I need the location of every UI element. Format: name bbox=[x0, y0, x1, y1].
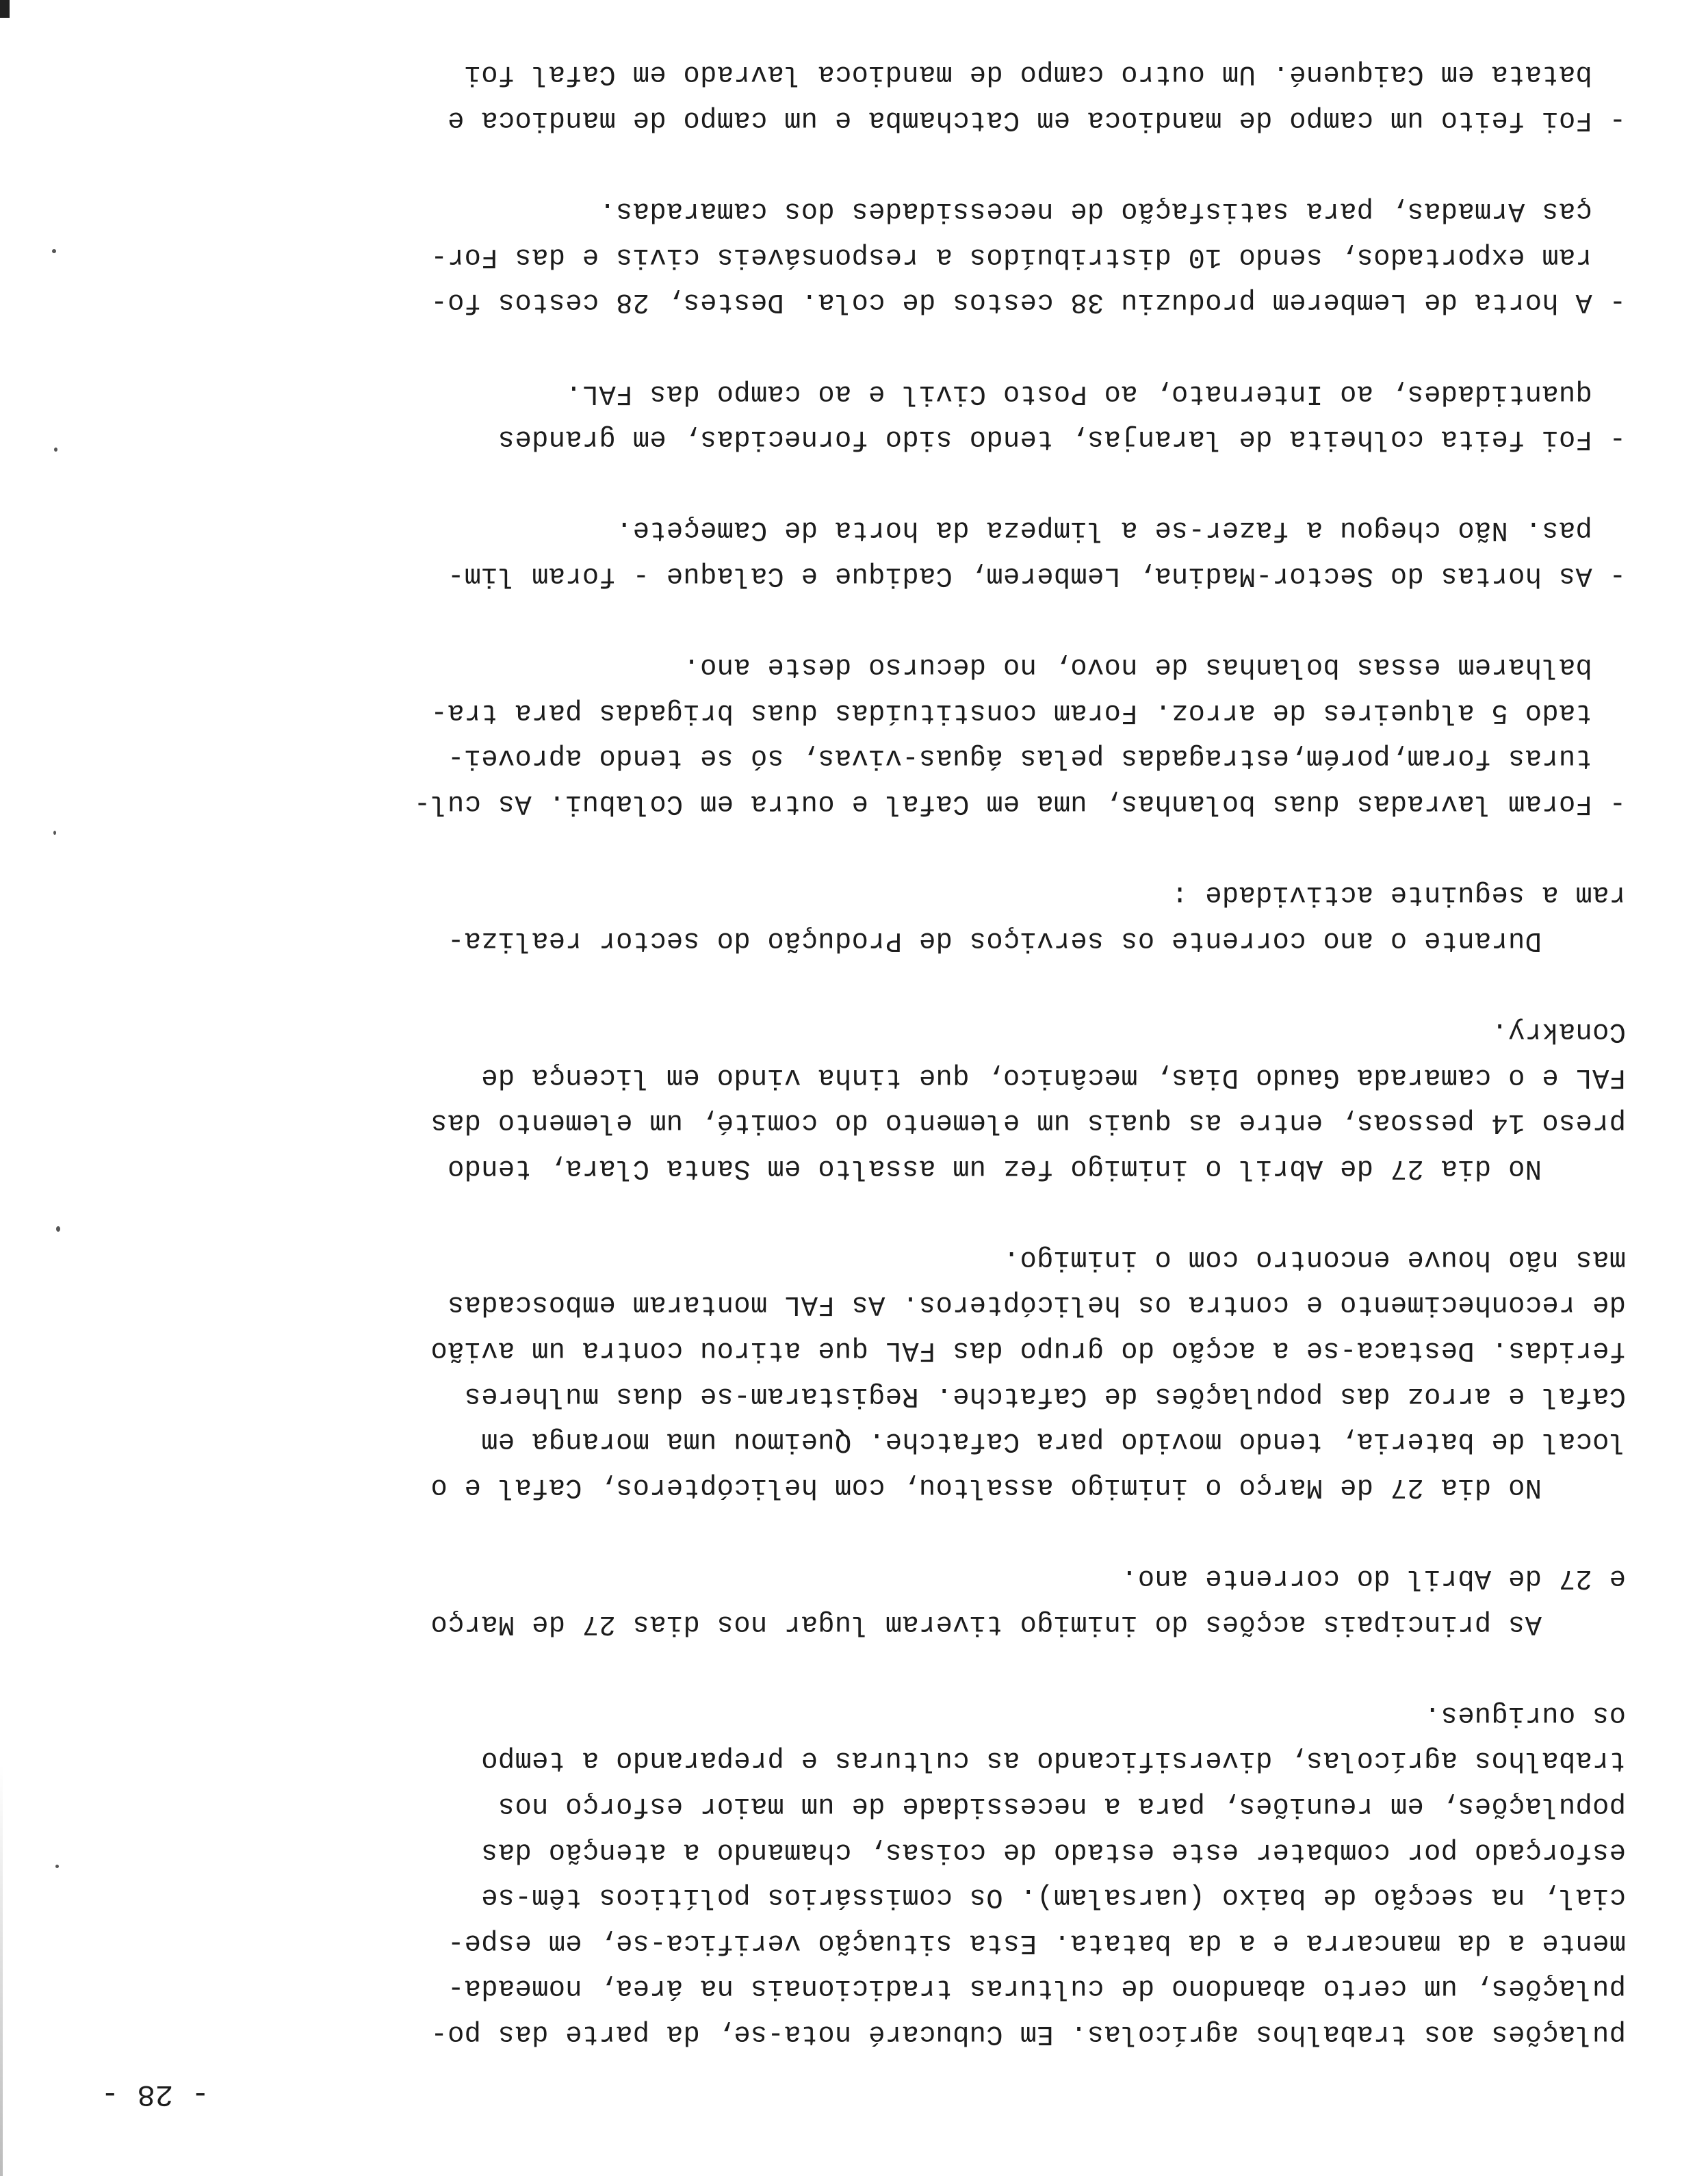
text-line: mas não houve encontro com o inimigo. bbox=[1002, 1243, 1626, 1275]
text-line: de reconhecimento e contra os helicópteros. As FAL montaram emboscadas bbox=[447, 1288, 1626, 1321]
text-line: tado 5 alqueires de arroz. Foram constituídas duas brigadas para tra- bbox=[430, 696, 1626, 728]
text-line: FAL e o camarada Gaudo Dias, mecânico, que tinha vindo em licença de bbox=[480, 1061, 1626, 1093]
text-line: Cafal e arroz das populações de Cafatche. Registaram-se duas mulheres bbox=[464, 1380, 1626, 1412]
text-line bbox=[230, 1646, 1626, 1692]
text-line bbox=[230, 142, 1626, 188]
text-line: quantidades, ao Internato, ao Posto Civil e ao campo das FAL. bbox=[565, 377, 1626, 409]
text-line: ram a seguinte actividade : bbox=[1171, 879, 1626, 911]
text-line: pulações aos trabalhos agrícolas. Em Cubucaré nota-se, da parte das po- bbox=[430, 2018, 1626, 2049]
text-line bbox=[230, 1510, 1626, 1555]
text-line: local de bateria, tendo movido para Cafatche. Queimou uma moranga em bbox=[480, 1425, 1626, 1458]
punch-mark bbox=[55, 1865, 59, 1868]
text-line: No dia 27 de Março o inimigo assaltou, com helicópteros, Cafal e o bbox=[430, 1471, 1626, 1503]
text-line: - As hortas do Sector-Madina, Lemberem, Cadique e Calaque - foram lim- bbox=[447, 560, 1626, 591]
punch-mark bbox=[54, 448, 57, 452]
text-line: trabalhos agrícolas, diversificando as culturas e preparando a tempo bbox=[480, 1744, 1626, 1776]
punch-mark bbox=[56, 1226, 60, 1232]
text-line: feridas. Destaca-se a acção do grupo das FAL que atirou contra um avião bbox=[430, 1334, 1626, 1367]
text-line bbox=[230, 461, 1626, 507]
text-line: turas foram,porém,estragadas pelas águas-vivas, só se tendo aprovei- bbox=[447, 742, 1626, 774]
text-line: esforçado por combater este estado de coisas, chamando a atenção das bbox=[480, 1835, 1626, 1867]
text-line bbox=[230, 5, 1626, 51]
text-line bbox=[230, 0, 1626, 5]
text-line bbox=[230, 826, 1626, 872]
text-line: - Foi feita colheita de laranjas, tendo sido fornecidas, em grandes bbox=[497, 423, 1626, 455]
text-line: batata em Caiquené. Um outro campo de mandioca lavrado em Cafal foi bbox=[464, 58, 1626, 90]
text-line: ças Armadas, para satisfação de necessidades dos camaradas. bbox=[599, 195, 1626, 227]
text-line: - Foram lavradas duas bolanhas, uma em Cafal e outra em Colabui. As cul- bbox=[413, 787, 1626, 819]
punch-mark bbox=[52, 249, 56, 253]
text-line: pas. Não chegou a fazer-se a limpeza da horta de Cameçete. bbox=[615, 514, 1626, 546]
text-line: - A horta de Lemberem produziu 38 cestos de cola. Destes, 28 cestos fo- bbox=[430, 286, 1626, 318]
page-number: - 28 - bbox=[101, 2077, 209, 2111]
document-body bbox=[230, 0, 1626, 2056]
text-line: Conakry. bbox=[1491, 1015, 1626, 1047]
page-corner-mark bbox=[0, 0, 10, 18]
text-line: e 27 de Abril do corrente ano. bbox=[1120, 1562, 1626, 1594]
text-line: mente a da mancarra e a da batata. Esta situação verifica-se, em espe- bbox=[447, 1926, 1626, 1958]
text-line: cial, na secção de baixo (uarsalam). Os comissários políticos têm-se bbox=[480, 1881, 1626, 1913]
text-line: - Foi feito um campo de mandioca em Catchamba e um campo de mandioca e bbox=[447, 104, 1626, 136]
text-line bbox=[230, 963, 1626, 1009]
text-line: balharem essas bolanhas de novo, no decurso deste ano. bbox=[683, 651, 1626, 683]
text-line bbox=[230, 324, 1626, 370]
text-line: ram exportados, sendo 10 distribuídos a responsáveis civis e das For- bbox=[430, 240, 1626, 272]
text-line: populações, em reuniões, para a necessidade de um maior esforço nos bbox=[497, 1790, 1626, 1822]
text-line: Durante o ano corrente os serviços de Produção do sector realiza- bbox=[447, 924, 1626, 956]
text-line: As principais acções do inimigo tiveram lugar nos dias 27 de Março bbox=[430, 1607, 1626, 1640]
text-line bbox=[230, 598, 1626, 644]
scan-edge-shadow bbox=[0, 1765, 3, 2176]
text-line: preso 14 pessoas, entre as quais um elemento do comité, um elemento das bbox=[430, 1106, 1626, 1139]
punch-mark bbox=[53, 831, 56, 835]
text-line: No dia 27 de Abril o inimigo fez um assalto em Santa Clara, tendo bbox=[447, 1152, 1626, 1184]
text-line bbox=[230, 1191, 1626, 1236]
text-line: os ourigues. bbox=[1423, 1698, 1626, 1731]
text-line: pulações, um certo abandono de culturas tradicionais na área, nomeada- bbox=[447, 1972, 1626, 2004]
